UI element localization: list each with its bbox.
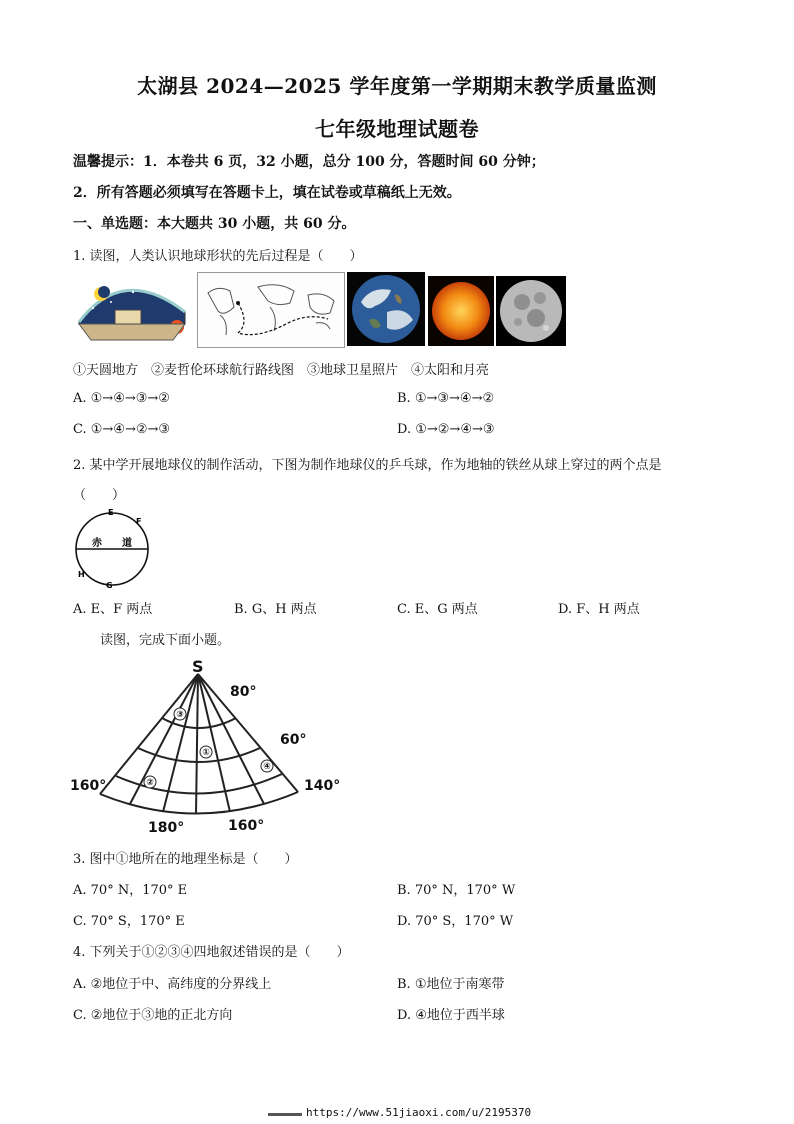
label-e: E bbox=[108, 508, 114, 517]
lon-140-label: 140° bbox=[304, 778, 341, 794]
south-polar-grid-figure bbox=[68, 654, 348, 840]
magellan-route-map bbox=[197, 272, 345, 348]
lat-80-label: 80° bbox=[230, 684, 257, 700]
section-heading: 一、单选题：本大题共 30 小题，共 60 分。 bbox=[73, 216, 356, 232]
equator-label-2: 道 bbox=[122, 538, 132, 549]
q4-option-b[interactable]: B. ①地位于南寒带 bbox=[397, 977, 505, 992]
q1-option-d[interactable]: D. ①→②→④→③ bbox=[397, 422, 495, 437]
ping-pong-globe-figure bbox=[70, 506, 160, 592]
question-3-stem: 3. 图中①地所在的地理坐标是（ ） bbox=[73, 852, 298, 867]
label-f: F bbox=[136, 517, 142, 526]
q1-option-a[interactable]: A. ①→④→③→② bbox=[73, 391, 170, 406]
q3-option-a[interactable]: A. 70° N，170° E bbox=[73, 883, 188, 898]
label-h: H bbox=[78, 570, 85, 579]
q4-option-c[interactable]: C. ②地位于③地的正北方向 bbox=[73, 1008, 233, 1023]
equator-label-1: 赤 bbox=[92, 538, 102, 549]
footer-url[interactable]: https://www.51jiaoxi.com/u/2195370 bbox=[306, 1106, 532, 1119]
marker-4: ④ bbox=[263, 762, 271, 772]
question-4-stem: 4. 下列关于①②③④四地叙述错误的是（ ） bbox=[73, 945, 350, 960]
question-2-stem: 2. 某中学开展地球仪的制作活动，下图为制作地球仪的乒乓球，作为地轴的铁丝从球上穿过的两个点是 bbox=[73, 458, 662, 473]
marker-1: ① bbox=[202, 748, 210, 758]
q2-option-b[interactable]: B. G、H 两点 bbox=[234, 602, 317, 617]
lon-180-label: 180° bbox=[148, 820, 185, 836]
earth-satellite-photo bbox=[347, 272, 425, 346]
marker-2: ② bbox=[146, 778, 154, 788]
q3-option-c[interactable]: C. 70° S，170° E bbox=[73, 914, 185, 929]
marker-3: ③ bbox=[176, 710, 184, 720]
question-1-caption: ①天圆地方 ②麦哲伦环球航行路线图 ③地球卫星照片 ④太阳和月亮 bbox=[73, 363, 490, 378]
label-g: G bbox=[106, 581, 113, 590]
tip-line-1: 温馨提示：1．本卷共 6 页，32 小题，总分 100 分，答题时间 60 分钟； bbox=[73, 154, 545, 170]
q2-option-a[interactable]: A. E、F 两点 bbox=[73, 602, 153, 617]
tip-line-2: 2．所有答题必须填写在答题卡上，填在试卷或草稿纸上无效。 bbox=[73, 185, 461, 201]
question-1-stem: 1. 读图，人类认识地球形状的先后过程是（ ） bbox=[73, 249, 363, 264]
page-title: 太湖县 2024—2025 学年度第一学期期末教学质量监测 bbox=[137, 74, 657, 98]
sun-image bbox=[428, 276, 494, 346]
q1-option-b[interactable]: B. ①→③→④→② bbox=[397, 391, 495, 406]
q3-option-d[interactable]: D. 70° S，170° W bbox=[397, 914, 514, 929]
q2-option-d[interactable]: D. F、H 两点 bbox=[558, 602, 640, 617]
q1-option-c[interactable]: C. ①→④→②→③ bbox=[73, 422, 171, 437]
lat-60-label: 60° bbox=[280, 732, 307, 748]
q2-option-c[interactable]: C. E、G 两点 bbox=[397, 602, 478, 617]
q4-option-d[interactable]: D. ④地位于西半球 bbox=[397, 1008, 505, 1023]
footer-watermark-mark bbox=[268, 1113, 302, 1116]
lon-160-bottom-label: 160° bbox=[228, 818, 265, 834]
q4-option-a[interactable]: A. ②地位于中、高纬度的分界线上 bbox=[73, 977, 272, 992]
page-subtitle: 七年级地理试题卷 bbox=[315, 117, 479, 141]
lon-160-left-label: 160° bbox=[70, 778, 107, 794]
question-2-stem-cont: （ ） bbox=[73, 488, 126, 503]
q3-option-b[interactable]: B. 70° N，170° W bbox=[397, 883, 516, 898]
pole-label: S bbox=[192, 657, 204, 676]
q34-intro: 读图，完成下面小题。 bbox=[100, 633, 231, 648]
moon-image bbox=[496, 276, 566, 346]
sky-dome-image bbox=[73, 272, 191, 346]
